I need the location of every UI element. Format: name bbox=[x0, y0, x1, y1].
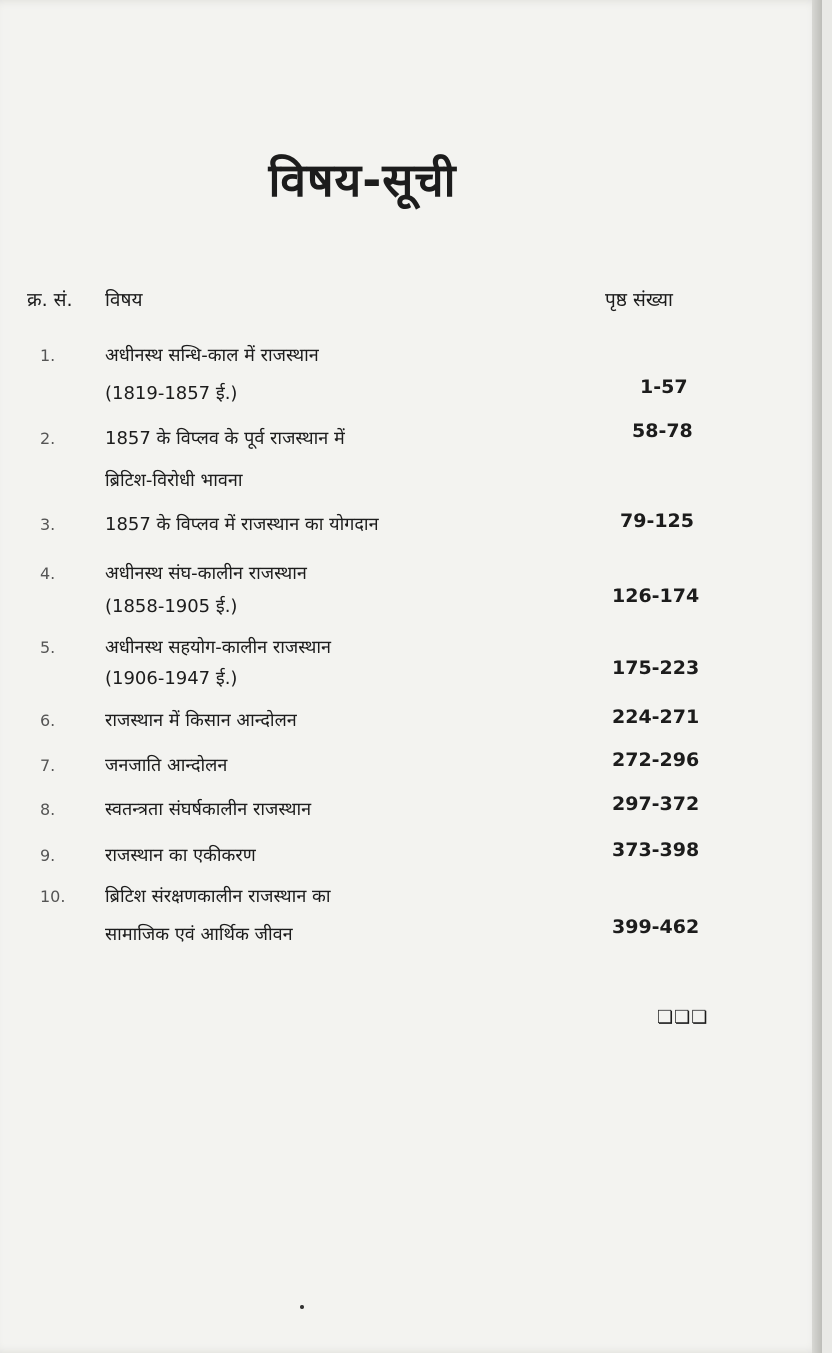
entry-number: 9. bbox=[40, 846, 56, 865]
entry-title-line: (1858-1905 ई.) bbox=[105, 596, 238, 617]
header-subject: विषय bbox=[105, 289, 143, 311]
page-title: विषय-सूची bbox=[268, 153, 457, 207]
entry-title-line: 1857 के विप्लव में राजस्थान का योगदान bbox=[105, 514, 379, 535]
ink-dot bbox=[300, 1305, 304, 1309]
entry-pages: 175-223 bbox=[612, 657, 700, 679]
entry-number: 7. bbox=[40, 756, 56, 775]
entry-number: 10. bbox=[40, 887, 66, 906]
entry-number: 3. bbox=[40, 515, 56, 534]
entry-pages: 126-174 bbox=[612, 585, 700, 607]
entry-title-line: स्वतन्त्रता संघर्षकालीन राजस्थान bbox=[105, 799, 312, 820]
header-page-number: पृष्ठ संख्या bbox=[605, 289, 673, 311]
entry-title-line: जनजाति आन्दोलन bbox=[105, 755, 228, 776]
entry-pages: 272-296 bbox=[612, 749, 700, 771]
entry-number: 6. bbox=[40, 711, 56, 730]
entry-number: 5. bbox=[40, 638, 56, 657]
entry-number: 1. bbox=[40, 346, 56, 365]
entry-pages: 58-78 bbox=[632, 420, 693, 442]
header-serial-number: क्र. सं. bbox=[27, 289, 73, 311]
entry-number: 4. bbox=[40, 564, 56, 583]
entry-title-line: ब्रिटिश-विरोधी भावना bbox=[105, 470, 243, 491]
entry-pages: 297-372 bbox=[612, 793, 700, 815]
entry-pages: 79-125 bbox=[620, 510, 694, 532]
entry-title-line: ब्रिटिश संरक्षणकालीन राजस्थान का bbox=[105, 886, 331, 907]
entry-title-line: सामाजिक एवं आर्थिक जीवन bbox=[105, 924, 293, 945]
entry-title-line: (1906-1947 ई.) bbox=[105, 668, 238, 689]
entry-title-line: राजस्थान में किसान आन्दोलन bbox=[105, 710, 297, 731]
entry-title-line: 1857 के विप्लव के पूर्व राजस्थान में bbox=[105, 428, 345, 449]
entry-title-line: अधीनस्थ सन्धि-काल में राजस्थान bbox=[105, 345, 319, 366]
entry-number: 8. bbox=[40, 800, 56, 819]
entry-title-line: अधीनस्थ संघ-कालीन राजस्थान bbox=[105, 563, 307, 584]
entry-title-line: राजस्थान का एकीकरण bbox=[105, 845, 256, 866]
entry-pages: 224-271 bbox=[612, 706, 700, 728]
entry-pages: 373-398 bbox=[612, 839, 700, 861]
end-mark: ❏❏❏ bbox=[657, 1007, 709, 1028]
page-edge bbox=[812, 0, 822, 1353]
entry-title-line: अधीनस्थ सहयोग-कालीन राजस्थान bbox=[105, 637, 332, 658]
entry-number: 2. bbox=[40, 429, 56, 448]
entry-pages: 1-57 bbox=[640, 376, 688, 398]
entry-title-line: (1819-1857 ई.) bbox=[105, 383, 238, 404]
entry-pages: 399-462 bbox=[612, 916, 700, 938]
